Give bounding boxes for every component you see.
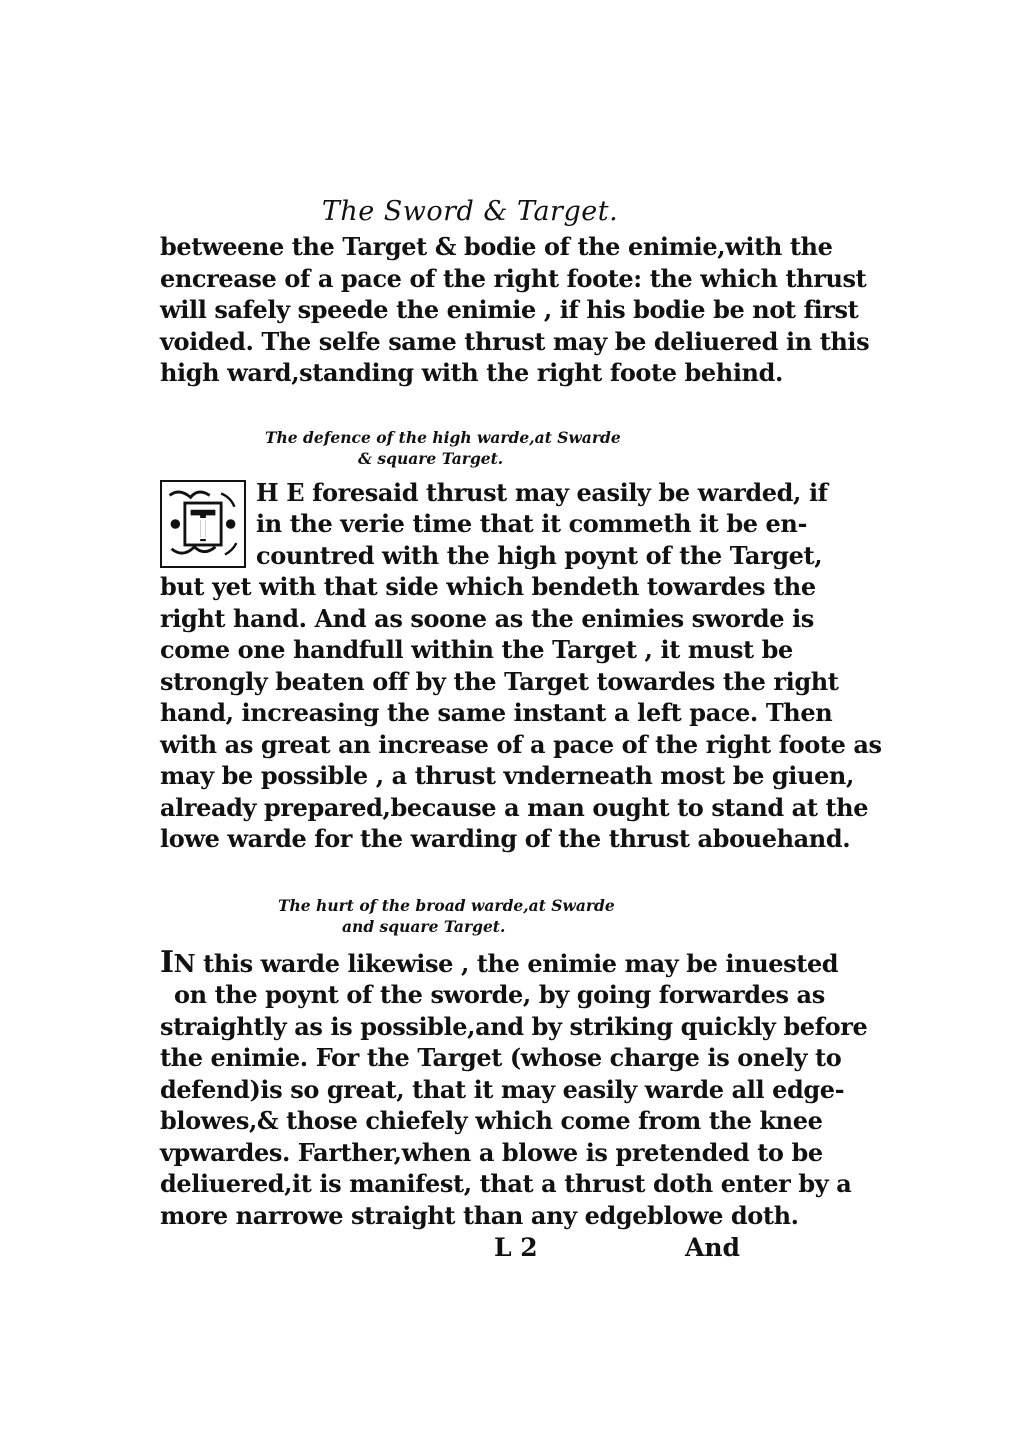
text-line [160, 944, 839, 980]
section-heading-defence-cont: & square Target. [358, 448, 504, 468]
text-line: lowe warde for the warding of the thrust abouehand. [160, 824, 851, 853]
page-footer [160, 1233, 740, 1267]
paragraph-hurt [160, 944, 868, 1232]
text-line: already prepared,because a man ought to stand at the [160, 792, 869, 822]
paragraph-defence [160, 477, 882, 855]
dropcap-letter: T [192, 511, 214, 546]
text-line: blowes,& those chiefely which come from the knee [160, 1106, 823, 1135]
text-line: on the poynt of the sworde, by going forwardes as [174, 980, 825, 1009]
text-line: encrease of a pace of the right foote: the which thrust [160, 263, 867, 293]
text-line: will safely speede the enimie , if his bodie be not first [160, 295, 859, 324]
text-line: come one handfull within the Target , it must be [160, 635, 793, 664]
text-line: high ward,standing with the right foote behind. [160, 358, 783, 387]
text-line: betweene the Target & bodie of the enimie,with the [160, 232, 833, 261]
text-line: strongly beaten off by the Target towardes the right [160, 666, 839, 696]
text-line: but yet with that side which bendeth towardes the [160, 572, 816, 601]
text-line: voided. The selfe same thrust may be deliuered in this [160, 326, 870, 356]
signature-mark: L 2 [494, 1233, 538, 1262]
text-line: defend)is so great, that it may easily warde all edge- [160, 1074, 845, 1104]
text-line: right hand. And as soone as the enimies sworde is [160, 603, 814, 633]
text-line: straightly as is possible,and by striking quickly before [160, 1011, 868, 1041]
initial-letter: I [160, 944, 174, 980]
text-line: more narrowe straight than any edgeblowe doth. [160, 1200, 799, 1230]
text-line: hand, increasing the same instant a left pace. Then [160, 698, 833, 727]
section-heading-hurt: The hurt of the broad warde,at Swarde [278, 895, 615, 915]
text-line: deliuered,it is manifest, that a thrust doth enter by a [160, 1169, 852, 1198]
text-line: H E foresaid thrust may easily be warded, if [256, 477, 828, 507]
text-line: countred with the high poynt of the Target, [256, 540, 823, 570]
book-page [160, 196, 882, 1267]
text-line: in the verie time that it commeth it be en- [256, 509, 808, 538]
text-line: may be possible , a thrust vnderneath most be giuen, [160, 761, 854, 790]
catchword: And [684, 1233, 740, 1262]
opening-text [160, 231, 870, 389]
section-heading-defence: The defence of the high warde,at Swarde [265, 427, 621, 447]
text-line: with as great an increase of a pace of the right foote as [160, 729, 882, 759]
text-line: vpwardes. Farther,when a blowe is pretended to be [160, 1137, 823, 1167]
section-heading-hurt-cont: and square Target. [342, 916, 506, 936]
first-line-rest: N this warde likewise , the enimie may be inuested [173, 948, 839, 978]
text-line: the enimie. For the Target (whose charge is onely to [160, 1043, 842, 1072]
ornamental-initial [160, 480, 246, 568]
ornamental-initial-art [162, 482, 244, 566]
running-head: The Sword & Target. [321, 196, 619, 227]
